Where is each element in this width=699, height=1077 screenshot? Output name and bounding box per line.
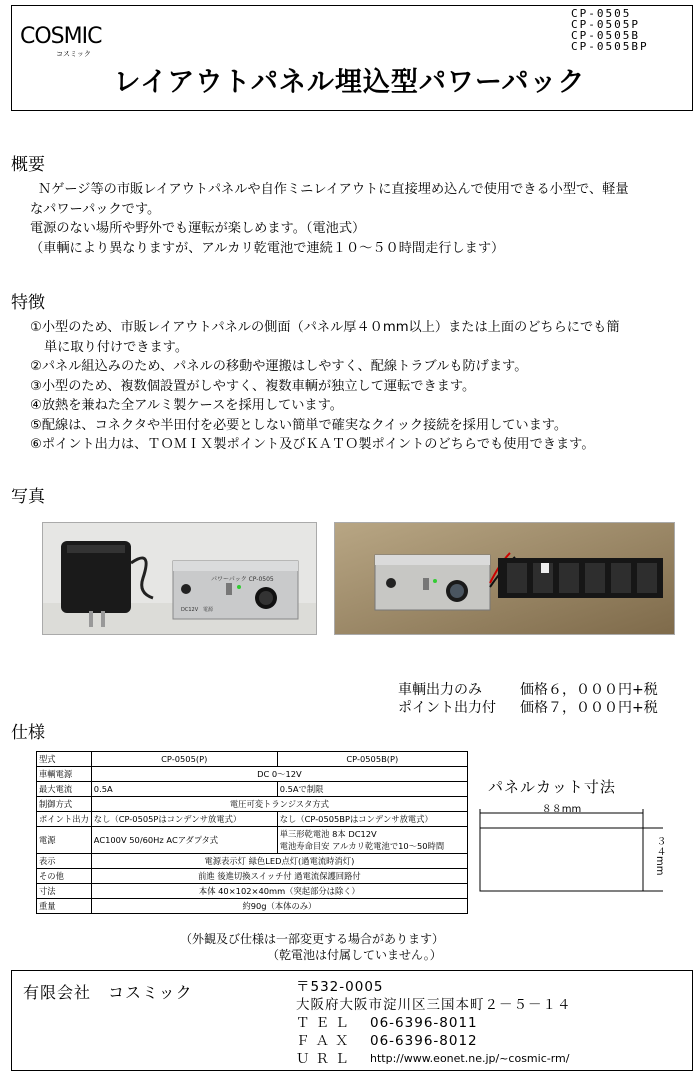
panel-label: パワーパック CP-0505 (211, 576, 274, 583)
spec-notes (180, 931, 444, 963)
tel-number: 06-6396-8011 (370, 1015, 478, 1031)
overview-line: Ｎゲージ等の市販レイアウトパネルや自作ミニレイアウトに直接埋め込んで使用できる小型で、軽量 (38, 182, 629, 197)
spec-row (37, 827, 468, 854)
price-row (398, 681, 658, 699)
overview-line: （車輌により異なりますが、アルカリ乾電池で連続１０～５０時間走行します） (30, 240, 505, 256)
photo-battery-set (334, 522, 675, 635)
spec-value-cell: 0.5Aで制限 (277, 782, 467, 797)
spec-row (37, 884, 468, 899)
overview-heading: 概要 (11, 155, 45, 175)
address: 大阪府大阪市淀川区三国本町２－５－１４ (296, 997, 572, 1013)
feature-item: ④放熱を兼ねた全アルミ製ケースを採用しています。 (30, 398, 343, 413)
panel-cut-diagram (478, 808, 668, 898)
spec-note: （外観及び仕様は一部変更する場合があります） (180, 932, 445, 946)
spec-note: （乾電池は付属していません。） (267, 948, 442, 962)
url-row (296, 1050, 572, 1068)
spec-label-cell: その他 (37, 869, 92, 884)
spec-value-cell: 前進 後進切換スイッチ付 過電流保護回路付 (91, 869, 467, 884)
spec-row (37, 812, 468, 827)
postal-code: 〒532-0005 (296, 979, 384, 995)
dc-label: DC12V (181, 607, 199, 613)
model-list (571, 8, 686, 52)
cosmic-logo (20, 24, 100, 64)
spec-label-cell: 寸法 (37, 884, 92, 899)
contact-info (296, 978, 572, 1068)
price-label: 車輌出力のみ (398, 682, 482, 698)
spec-value-cell: なし（CP-0505BPはコンデンサ放電式） (277, 812, 467, 827)
photo-adapter-set (42, 522, 317, 635)
feature-item: ⑥ポイント出力は、ＴＯＭＩＸ製ポイント及びＫＡＴＯ製ポイントのどちらでも使用できます。 (30, 437, 595, 452)
photo-battery-illustration (335, 523, 675, 635)
spec-table-wrap (36, 751, 468, 914)
url-label: ＵＲＬ (296, 1051, 355, 1067)
model-code: CP-0505BP (571, 40, 649, 53)
power-label: 電源 (203, 607, 214, 613)
spec-table (36, 751, 468, 914)
tel-label: ＴＥＬ (296, 1015, 355, 1031)
price-label: ポイント出力付 (398, 700, 496, 716)
feature-item: 単に取り付けできます。 (44, 339, 189, 355)
features-heading: 特徴 (11, 293, 45, 313)
spec-value-cell: 単三形乾電池 8本 DC12V 電池寿命目安 アルカリ乾電池で10～50時間 (277, 827, 467, 854)
spec-row (37, 869, 468, 884)
spec-value-cell: なし（CP-0505Pはコンデンサ放電式） (91, 812, 277, 827)
panel-cut-height: ３４mm (654, 836, 665, 876)
fax-row (296, 1032, 572, 1050)
fax-label: ＦＡＸ (296, 1033, 355, 1049)
photo-adapter-illustration (43, 523, 317, 635)
spec-value-cell: 約90g（本体のみ） (91, 899, 467, 914)
spec-value-cell: AC100V 50/60Hz ACアダプタ式 (91, 827, 277, 854)
company-name: 有限会社 コスミック (23, 983, 193, 1002)
features-list (30, 318, 690, 455)
feature-item: ①小型のため、市販レイアウトパネルの側面（パネル厚４０mm以上）または上面のどちらにでも簡 (30, 320, 620, 335)
feature-item: ③小型のため、複数個設置がしやすく、複数車輌が独立して運転できます。 (30, 378, 476, 394)
feature-item: ②パネル組込みのため、パネルの移動や運搬はしやすく、配線トラブルも防げます。 (30, 359, 528, 374)
overview-line: なパワーパックです。 (30, 201, 161, 217)
spec-heading: 仕様 (11, 723, 45, 743)
tel-row (296, 1014, 572, 1032)
spec-row (37, 782, 468, 797)
spec-value-cell: 電圧可変トランジスタ方式 (91, 797, 467, 812)
spec-label-cell: ポイント出力 (37, 812, 92, 827)
spec-row (37, 752, 468, 767)
website-link[interactable]: http://www.eonet.ne.jp/~cosmic-rm/ (370, 1052, 570, 1065)
model-code: CP-0505 (571, 7, 632, 20)
spec-value-cell: 電源表示灯 緑色LED点灯(過電流時消灯) (91, 854, 467, 869)
spec-row (37, 767, 468, 782)
price-value: 価格６，０００円+税 (520, 682, 658, 698)
fax-number: 06-6396-8012 (370, 1033, 478, 1049)
photos-heading: 写真 (11, 487, 45, 507)
spec-row (37, 899, 468, 914)
price-list (398, 681, 658, 717)
page-title: レイアウトパネル埋込型パワーパック (113, 67, 586, 98)
spec-label-cell: 電源 (37, 827, 92, 854)
spec-label-cell: 表示 (37, 854, 92, 869)
spec-value-cell: 0.5A (91, 782, 277, 797)
price-row (398, 699, 658, 717)
spec-value-cell: CP-0505(P) (91, 752, 277, 767)
spec-value-cell: 本体 40×102×40mm（突起部分は除く） (91, 884, 467, 899)
spec-row (37, 797, 468, 812)
logo-text: COSMIC (20, 24, 102, 49)
model-code: CP-0505B (571, 29, 640, 42)
spec-label-cell: 制御方式 (37, 797, 92, 812)
spec-label-cell: 重量 (37, 899, 92, 914)
spec-value-cell: DC 0～12V (91, 767, 467, 782)
logo-kana: コスミック (56, 50, 91, 58)
spec-row (37, 854, 468, 869)
overview-text (30, 180, 690, 258)
spec-label-cell: 車輌電源 (37, 767, 92, 782)
spec-label-cell: 型式 (37, 752, 92, 767)
model-code: CP-0505P (571, 18, 640, 31)
feature-item: ⑤配線は、コネクタや半田付を必要としない簡単で確実なクイック接続を採用しています。 (30, 417, 568, 433)
price-value: 価格７，０００円+税 (520, 700, 658, 716)
overview-line: 電源のない場所や野外でも運転が楽しめます。（電池式） (30, 221, 366, 236)
spec-value-cell: CP-0505B(P) (277, 752, 467, 767)
panel-cut-width: ８８mm (541, 804, 582, 815)
spec-label-cell: 最大電流 (37, 782, 92, 797)
panel-cut-title: パネルカット寸法 (488, 778, 616, 796)
